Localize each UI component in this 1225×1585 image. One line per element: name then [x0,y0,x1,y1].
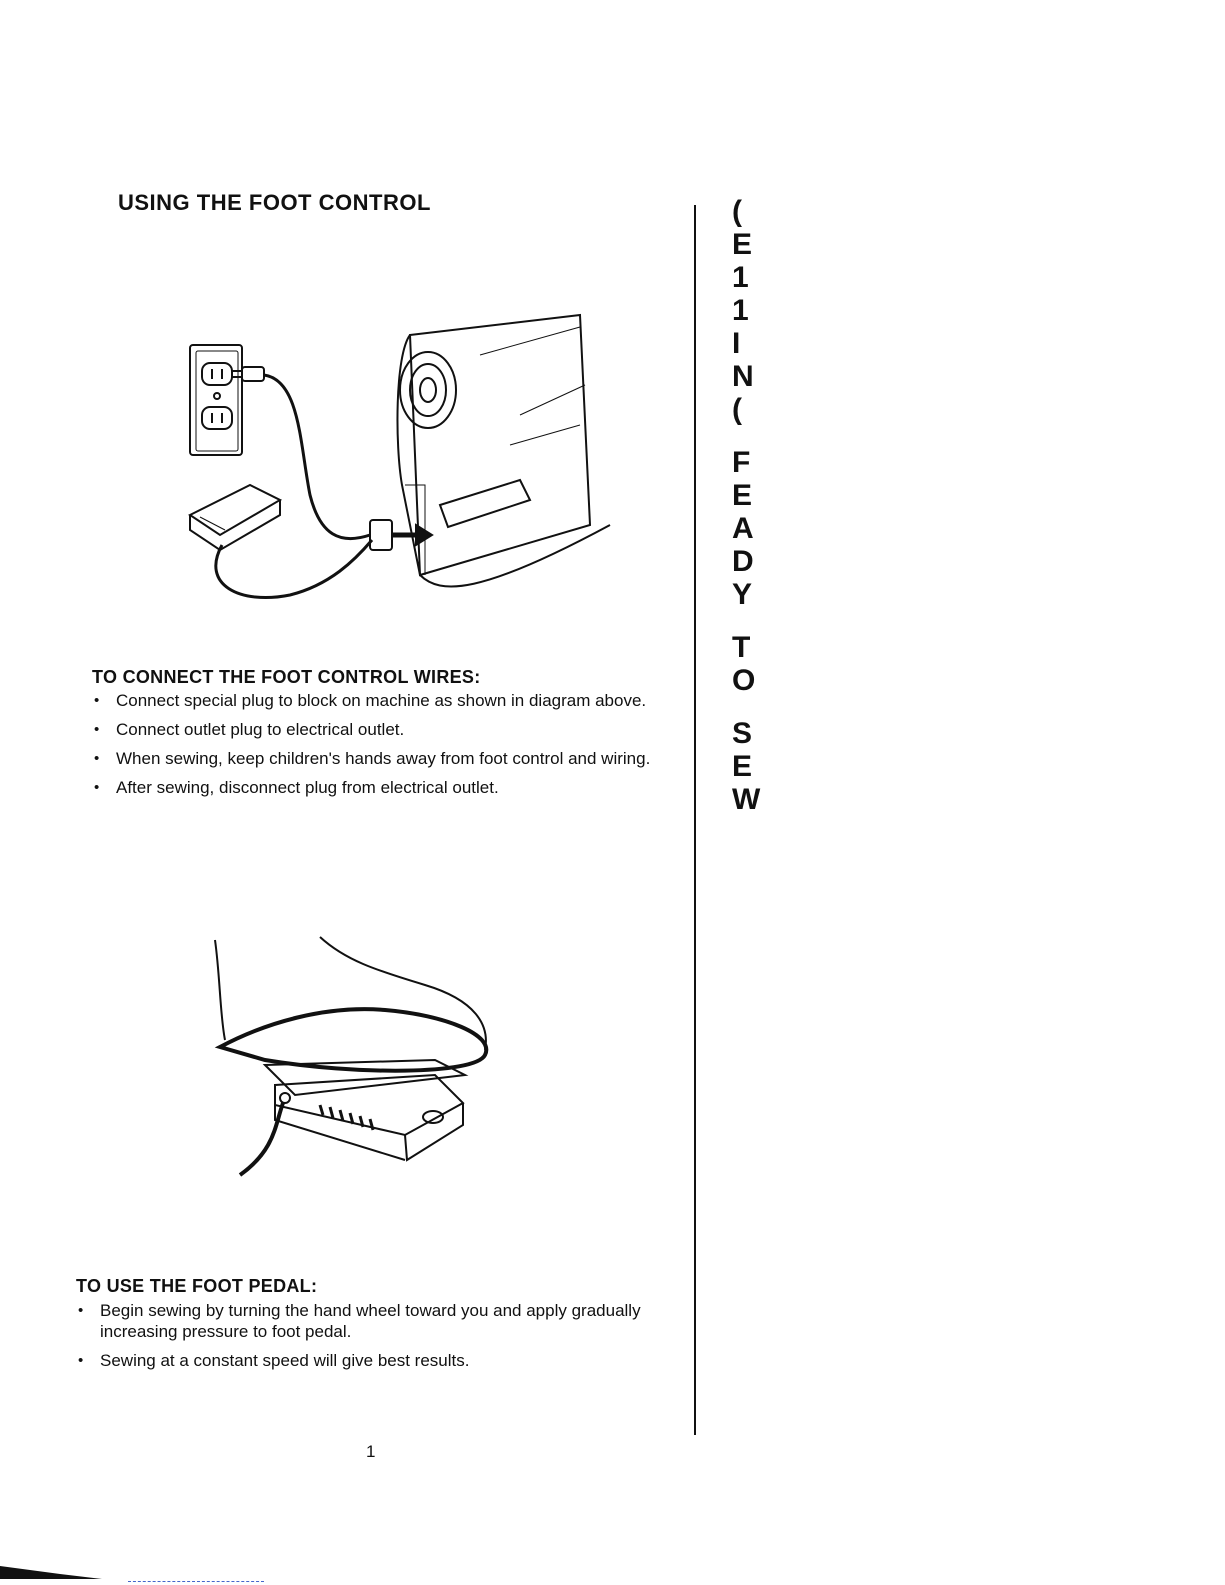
side-letter: E [732,228,753,261]
list-item: • Connect outlet plug to electrical outlet. [90,719,690,740]
list-item: • After sewing, disconnect plug from electrical outlet. [90,777,690,798]
side-letter: E [732,479,753,512]
side-letter: S [732,717,753,750]
connect-section-heading: TO CONNECT THE FOOT CONTROL WIRES: [92,667,481,687]
side-letter: W [732,783,761,816]
list-item: • Sewing at a constant speed will give best results. [74,1350,674,1371]
side-letter: O [732,664,756,697]
list-item: • Begin sewing by turning the hand wheel toward you and apply gradually increasing pressure to foot pedal. [74,1300,674,1342]
machine-connection-illustration [180,295,620,615]
side-letter: ( [732,393,742,426]
side-letter: Y [732,578,753,611]
side-tab-letters [732,195,772,816]
bottom-dotted-line [128,1581,264,1582]
side-letter: T [732,631,751,664]
list-item: • When sewing, keep children's hands away from foot control and wiring. [90,748,690,769]
side-letter: ( [732,195,742,228]
side-letter: 1 [732,294,749,327]
list-item: • Connect special plug to block on machine as shown in diagram above. [90,690,690,711]
pedal-instructions-list [74,1300,674,1379]
foot-pedal-illustration [205,935,505,1185]
pedal-section-heading: TO USE THE FOOT PEDAL: [76,1276,318,1296]
side-letter: I [732,327,741,360]
side-letter: D [732,545,754,578]
side-letter: N [732,360,754,393]
corner-scan-mark [0,1562,102,1580]
side-letter: E [732,750,753,783]
connect-instructions-list [90,690,690,806]
side-letter: F [732,446,751,479]
page-title: USING THE FOOT CONTROL [118,190,431,215]
side-divider [694,205,696,1435]
side-letter: A [732,512,754,545]
side-letter: 1 [732,261,749,294]
page-number: 1 [366,1442,376,1461]
